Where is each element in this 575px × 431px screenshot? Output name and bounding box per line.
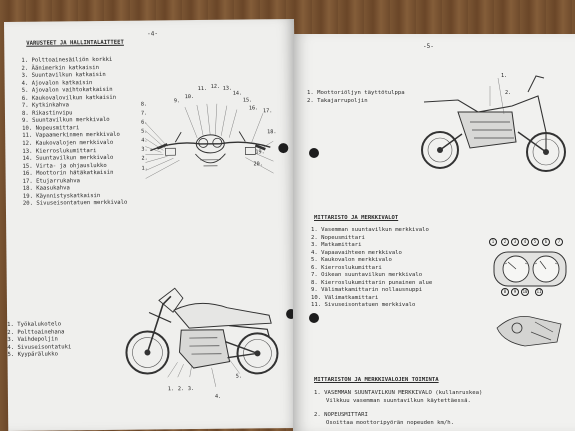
bike-part-item: 1. Työkalukotelo <box>7 321 62 328</box>
right-page <box>293 34 575 431</box>
meter-item: 3. Matkamittari <box>311 242 362 249</box>
left-page <box>4 19 298 431</box>
top-item: 1. Moottoriöljyn täyttötulppa <box>307 90 405 96</box>
control-item: 16. Moottorin hätäkatkaisin <box>22 170 114 178</box>
control-item: 13. Kierroslukumittari <box>22 147 97 155</box>
motorcycle-label: 1. <box>501 73 508 79</box>
handlebar-label: 9. <box>173 98 181 105</box>
control-item: 20. Sivuseisontatuen merkkivalo <box>22 200 128 208</box>
control-item: 19. Käynnistyskatkaisin <box>22 192 101 200</box>
control-item: 11. Vapaamerkinmen merkkivalo <box>22 132 120 140</box>
meter-item: 1. Vasemman suuntavilkun merkkivalo <box>311 227 429 233</box>
motorcycle-label: 5. <box>235 373 243 380</box>
operation-2-text: Osoittaa moottoripyörän nopeuden km/h. <box>326 420 454 426</box>
handlebar-label: 18. <box>267 129 277 136</box>
handlebar-label: 19. <box>255 149 265 156</box>
bike-part-item: 3. Vaihdepoljin <box>7 336 58 344</box>
reset-knob-detail-illustration <box>495 308 565 348</box>
operation-1-title: 1. VASEMMAN SUUNTAVILKUN MERKKIVALO (kullanruskea) <box>314 390 483 396</box>
gauge-label: 8 <box>501 288 509 296</box>
binder-hole <box>309 313 319 323</box>
control-item: 14. Suuntavilkun merkkivalo <box>22 154 114 162</box>
handlebar-label: 2. <box>141 155 148 162</box>
control-item: 6. Kaukovalovilkun katkaisin <box>21 94 117 102</box>
gauge-label: 2 <box>501 238 509 246</box>
handlebar-label: 10. <box>184 94 195 101</box>
handlebar-label: 14. <box>232 90 243 97</box>
meter-item: 4. Vapaavaihteen merkkivalo <box>311 249 402 256</box>
gauge-label: 10 <box>522 289 528 294</box>
meter-item: 9. Välimatkamittarin nollausnuppi <box>311 287 423 294</box>
top-items-list <box>307 90 405 105</box>
operation-2-title: 2. NOPEUSMITTARI <box>314 412 368 418</box>
control-item: 4. Ajovalon katkaisin <box>21 79 93 87</box>
handlebar-label: 20. <box>253 161 263 168</box>
control-item: 12. Kaukovalojen merkkivalo <box>22 139 114 147</box>
gauge-label: 4 <box>521 238 529 246</box>
handlebar-illustration <box>145 101 276 182</box>
handlebar-label: 6. <box>141 119 148 126</box>
gauge-label: 6 <box>542 238 550 246</box>
handlebar-label: 13. <box>222 85 233 92</box>
motorcycle-illustration <box>418 72 568 172</box>
motorcycle-label: 2. <box>505 90 512 96</box>
handlebar-label: 7. <box>140 110 148 117</box>
section-heading: MITTARISTO JA MERKKIVALOT <box>314 215 399 221</box>
handlebar-label: 5. <box>141 128 148 135</box>
motorcycle-label: 4. <box>214 393 222 400</box>
gauge-label: 7 <box>555 238 563 246</box>
binder-hole <box>278 143 288 153</box>
control-item: 5. Ajovalon vaihtokatkaisin <box>21 87 113 95</box>
meter-item: 10. Välimatkamittari <box>311 294 379 301</box>
handlebar-label: 11. <box>197 85 208 92</box>
control-item: 15. Virta- ja ohjauslukko <box>22 162 107 170</box>
control-item: 2. Äänimerkin katkaisin <box>21 64 99 72</box>
gauge-label: 9 <box>511 288 519 296</box>
control-item: 10. Nopeusmittari <box>22 125 80 132</box>
control-item: 1. Polttoainesäiliön korkki <box>21 56 113 64</box>
meter-item: 5. Kaukovalon merkkivalo <box>311 257 392 264</box>
gauge-label: 5 <box>531 238 539 246</box>
gauge-label: 11 <box>536 289 542 294</box>
motorcycle-label: 3. <box>187 386 195 393</box>
page-number: -4- <box>147 30 159 38</box>
meter-item: 6. Kierroslukumittari <box>311 264 382 271</box>
bike-part-item: 4. Sivuseisontatuki <box>7 343 72 351</box>
control-item: 3. Suuntavilkun katkaisin <box>21 72 106 79</box>
section-heading: MITTARISTON JA MERKKIVALOJEN TOIMINTA <box>314 377 439 383</box>
gauge-label: 1 <box>489 238 497 246</box>
meter-item: 2. Nopeusmittari <box>311 234 365 241</box>
bike-parts-list <box>7 321 71 359</box>
meter-item: 8. Kierroslukumittarin punainen alue <box>311 279 433 286</box>
controls-list <box>21 57 127 209</box>
motorcycle-illustration <box>119 281 290 393</box>
handlebar-label: 15. <box>242 97 253 104</box>
binder-hole <box>309 148 319 158</box>
handlebar-label: 8. <box>140 101 148 108</box>
top-item: 2. Takajarrupoljin <box>307 97 368 104</box>
control-item: 17. Etujarrukahva <box>22 177 80 185</box>
handlebar-label: 12. <box>210 83 221 90</box>
operation-1-text: Vilkkuu vasemman suuntavilkun käytettäessä. <box>326 398 471 404</box>
handlebar-label: 3. <box>141 146 148 153</box>
control-item: 8. Rikastinvipu <box>21 110 73 117</box>
motorcycle-label: 1. <box>167 386 175 393</box>
handlebar-label: 17. <box>262 108 273 115</box>
section-heading: VARUSTEET JA HALLINTALAITTEET <box>26 39 124 47</box>
handlebar-label: 1. <box>141 165 148 172</box>
bike-part-item: 2. Polttoainehana <box>7 328 65 336</box>
meter-item: 11. Sivuseisontatuen merkkivalo <box>311 302 416 309</box>
handlebar-label: 4. <box>141 137 148 144</box>
gauge-label: 3 <box>511 238 519 246</box>
motorcycle-label: 2. <box>177 386 185 393</box>
control-item: 7. Kytkinkahva <box>21 102 70 110</box>
control-item: 9. Suuntavilkun merkkivalo <box>22 117 110 125</box>
page-number: -5- <box>423 43 434 50</box>
control-item: 18. Kaasukahva <box>22 185 70 193</box>
meters-list <box>311 227 432 310</box>
meter-item: 7. Oikean suuntavilkun merkkivalo <box>311 272 423 279</box>
handlebar-label: 16. <box>248 105 259 112</box>
bike-part-item: 5. Kyypärälukko <box>7 351 59 359</box>
